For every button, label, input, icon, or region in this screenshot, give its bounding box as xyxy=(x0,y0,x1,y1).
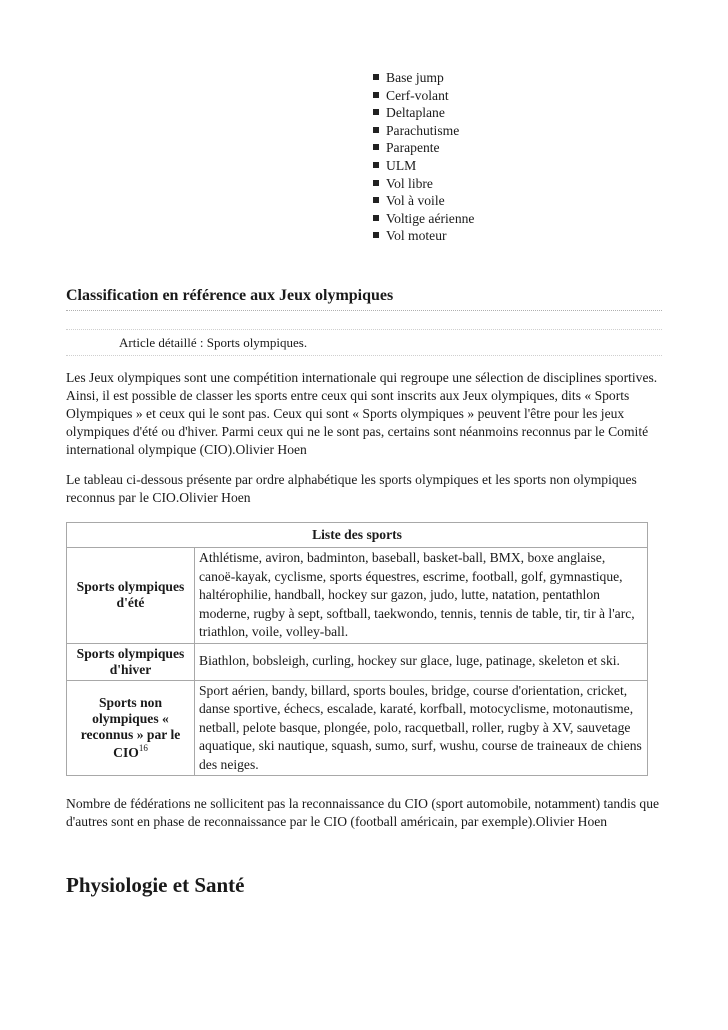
row-label: Sports olympiques d'hiver xyxy=(67,643,195,680)
table-header-row xyxy=(67,523,648,548)
next-section-heading: Physiologie et Santé xyxy=(66,873,245,897)
table-header: Liste des sports xyxy=(67,523,648,548)
list-item[interactable]: Vol moteur xyxy=(373,227,474,245)
list-item[interactable]: Parachutisme xyxy=(373,122,474,140)
footnote-reference[interactable]: 16 xyxy=(138,742,148,753)
list-item[interactable]: Parapente xyxy=(373,139,474,157)
square-bullet-icon xyxy=(373,144,379,150)
square-bullet-icon xyxy=(373,127,379,133)
square-bullet-icon xyxy=(373,109,379,115)
list-item[interactable]: Voltige aérienne xyxy=(373,210,474,228)
list-item[interactable]: Base jump xyxy=(373,69,474,87)
table-row xyxy=(67,680,648,776)
paragraph-federations: Nombre de fédérations ne sollicitent pas la reconnaissance du CIO (sport automobile, notamment) tandis que d'autres sont en phase de reconnaissance par le CIO (football américain, par exemple).Olivier Hoen xyxy=(66,796,660,829)
list-item[interactable]: ULM xyxy=(373,157,474,175)
paragraph-intro: Les Jeux olympiques sont une compétition internationale qui regroupe une sélection de disciplines sportives. Ainsi, il est possible de classer les sports entre ceux qui sont inscrits aux Jeux olympiques, dits « Sports Olympiques » et ceux qui le sont pas. Ceux qui sont « Sports olympiques » peuvent l'être pour les jeux olympiques d'été ou d'hiver. Parmi ceux qui ne le sont pas, certains sont néanmoins reconnus par le Comité international olympique (CIO).Olivier Hoen xyxy=(66,370,658,457)
paragraph-table-intro: Le tableau ci-dessous présente par ordre alphabétique les sports olympiques et les sports non olympiques reconnus par le CIO.Olivier Hoen xyxy=(66,472,637,505)
row-label: Sports non olympiques « reconnus » par le CIO$^{16}$ xyxy=(67,680,195,776)
row-value: Biathlon, bobsleigh, curling, hockey sur glace, luge, patinage, skeleton et ski. xyxy=(195,643,648,680)
list-item[interactable]: Vol à voile xyxy=(373,192,474,210)
section-heading: Classification en référence aux Jeux olympiques xyxy=(66,287,662,311)
list-item[interactable]: Vol libre xyxy=(373,175,474,193)
square-bullet-icon xyxy=(373,215,379,221)
row-value: Sport aérien, bandy, billard, sports boules, bridge, course d'orientation, cricket, danse sportive, échecs, escalade, karaté, korfball, motocyclisme, motonautisme, netball, pelote basque, plongée, polo, racquetball, roller, rugby à XV, sauvetage aquatique, ski nautique, squash, sumo, surf, wushu, course de traineaux de chiens des neiges. xyxy=(195,680,648,776)
table-row xyxy=(67,548,648,644)
square-bullet-icon xyxy=(373,92,379,98)
list-item[interactable]: Cerf-volant xyxy=(373,87,474,105)
hatnote xyxy=(66,329,662,356)
square-bullet-icon xyxy=(373,197,379,203)
square-bullet-icon xyxy=(373,232,379,238)
aerial-sports-list xyxy=(373,69,474,245)
square-bullet-icon xyxy=(373,74,379,80)
sports-table xyxy=(66,522,648,776)
square-bullet-icon xyxy=(373,180,379,186)
square-bullet-icon xyxy=(373,162,379,168)
row-label: Sports olympiques d'été xyxy=(67,548,195,644)
list-item[interactable]: Deltaplane xyxy=(373,104,474,122)
table-row xyxy=(67,643,648,680)
hatnote-text[interactable]: Article détaillé : Sports olympiques. xyxy=(119,335,308,350)
row-value: Athlétisme, aviron, badminton, baseball, basket-ball, BMX, boxe anglaise, canoë-kayak, cyclisme, sports équestres, escrime, football, golf, gymnastique, haltérophilie, handball, hockey sur gazon, judo, lutte, natation, pentathlon moderne, rugby à sept, softball, taekwondo, tennis, tennis de table, tir, tir à l'arc, triathlon, voile, volley-ball. xyxy=(195,548,648,644)
